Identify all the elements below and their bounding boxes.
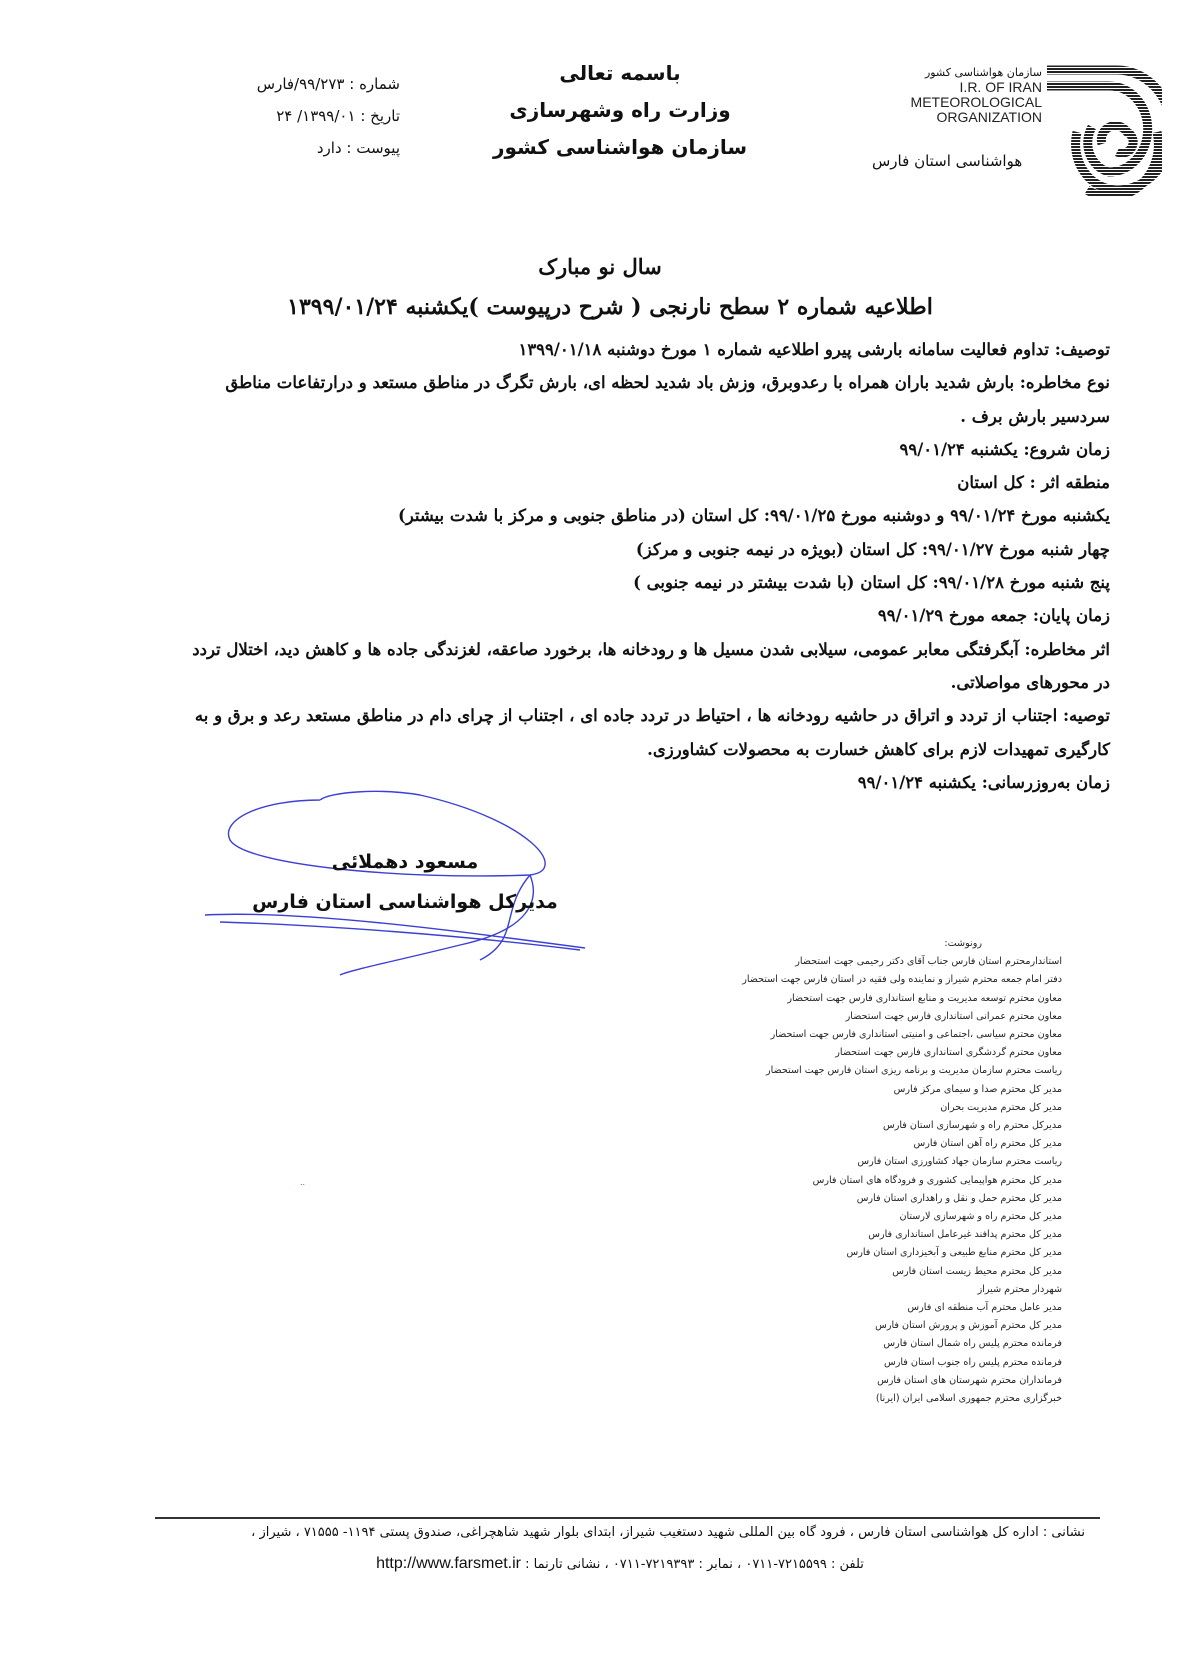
- logo-org-name-fa: سازمان هواشناسی کشور: [924, 66, 1042, 79]
- description: توصیف: تداوم فعالیت سامانه بارشی پیرو اطلاعیه شماره ۱ مورخ دوشنبه ۱۳۹۹/۰۱/۱۸: [518, 340, 1110, 359]
- cc-item: مدیر کل محترم هواپیمایی کشوری و فرودگاه های استان فارس: [812, 1174, 1062, 1186]
- signer-position: مدیرکل هواشناسی استان فارس: [252, 891, 558, 913]
- website-link[interactable]: http://www.farsmet.ir: [376, 1555, 521, 1572]
- forecast-day-1: یکشنبه مورخ ۹۹/۰۱/۲۴ و دوشنبه مورخ ۹۹/۰۱/۲۵: کل استان (در مناطق جنوبی و مرکز با شدت بیشتر): [397, 506, 1110, 526]
- cc-item: مدیر کل محترم راه آهن استان فارس: [913, 1138, 1062, 1150]
- announcement-title: اطلاعیه شماره ۲ سطح نارنجی ( شرح درپیوست )یکشنبه ۱۳۹۹/۰۱/۲۴: [287, 294, 933, 320]
- signer-name: مسعود دهملائی: [331, 851, 479, 873]
- signature-block: [230, 842, 580, 922]
- organization-name: سازمان هواشناسی کشور: [492, 135, 748, 159]
- cc-item: معاون محترم عمرانی استانداری فارس جهت استحضار: [845, 1010, 1062, 1022]
- cc-item: مدیر کل محترم پدافند غیرعامل استانداری فارس: [868, 1229, 1062, 1241]
- cc-item: مدیر کل محترم منابع طبیعی و آبخیزداری استان فارس: [846, 1247, 1062, 1259]
- cc-item: دفتر امام جمعه محترم شیراز و نماینده ولی فقیه در استان فارس جهت استحضار: [742, 974, 1062, 986]
- letterhead-center: [470, 55, 770, 166]
- cc-list: [700, 935, 1062, 1408]
- letter-date: تاریخ : ۱۳۹۹/۰۱/ ۲۴: [276, 107, 400, 125]
- cc-item: شهردار محترم شیراز: [977, 1283, 1062, 1295]
- footer-divider: [155, 1517, 1100, 1519]
- basmala-line: باسمه تعالی: [559, 61, 681, 85]
- letter-meta: [200, 68, 400, 164]
- footer-address: نشانی : اداره کل هواشناسی استان فارس ، فرود گاه بین المللی شهید دستغیب شیراز، ابتدای بلوار شهید شاهچراغی، صندوق پستی ۱۱۹۴- ۷۱۵۵۵ ، شیراز ،: [251, 1525, 1085, 1540]
- cc-item: مدیر عامل محترم آب منطقه ای فارس: [907, 1302, 1062, 1314]
- footer-phone-fax: تلفن : ۷۲۱۵۵۹۹-۰۷۱۱ ، نمابر : ۷۲۱۹۳۹۳-۰۷۱۱ ، نشانی تارنما :: [525, 1557, 864, 1572]
- end-time: زمان پایان: جمعه مورخ ۹۹/۰۱/۲۹: [877, 606, 1110, 626]
- hazard-effect: اثر مخاطره: آبگرفتگی معابر عمومی، سیلابی شدن مسیل ها و رودخانه ها، برخورد صاعقه، لغزندگی جاده ها و کاهش دید، اختلال تردد در محورهای مواصلاتی.: [192, 639, 1110, 692]
- meteorological-spiral-logo-icon: [1047, 62, 1162, 197]
- cc-item: فرمانده محترم پلیس راه شمال استان فارس: [883, 1338, 1062, 1350]
- cc-item: معاون محترم گردشگری استانداری فارس جهت استحضار: [835, 1047, 1062, 1059]
- logo-org-name-en: I.R. OF IRAN METEOROLOGICAL ORGANIZATION: [910, 79, 1042, 125]
- greeting: سال نو مبارک: [538, 254, 662, 279]
- cc-item: مدیر کل محترم محیط زیست استان فارس: [892, 1265, 1062, 1277]
- branch-name: هواشناسی استان فارس: [872, 152, 1023, 170]
- cc-item: معاون محترم سیاسی ،اجتماعی و امنیتی استانداری فارس جهت استحضار: [770, 1029, 1062, 1041]
- organization-logo: [910, 62, 1162, 202]
- cc-item: مدیر کل محترم صدا و سیمای مرکز فارس: [893, 1083, 1062, 1095]
- update-time: زمان به‌روزرسانی: یکشنبه ۹۹/۰۱/۲۴: [857, 772, 1110, 792]
- forecast-day-3: پنج شنبه مورخ ۹۹/۰۱/۲۸: کل استان (با شدت بیشتر در نیمه جنوبی ): [633, 573, 1110, 593]
- letter-attachment: پیوست : دارد: [316, 139, 400, 157]
- hazard-type: نوع مخاطره: بارش شدید باران همراه با رعدوبرق، وزش باد شدید لحظه ای، بارش تگرگ در مناطق مستعد و درارتفاعات مناطق سردسیر بارش برف .: [225, 373, 1110, 426]
- recommendation: توصیه: اجتناب از تردد و اتراق در حاشیه رودخانه ها ، احتیاط در تردد جاده ای ، اجتناب از چرای دام در مناطق مستعد رعد و برق و به کارگیری تمهیدات لازم برای کاهش خسارت به محصولات کشاورزی.: [194, 706, 1110, 759]
- cc-item: فرمانداران محترم شهرستان های استان فارس: [877, 1374, 1062, 1386]
- forecast-day-2: چهار شنبه مورخ ۹۹/۰۱/۲۷: کل استان (بویژه در نیمه جنوبی و مرکز): [635, 539, 1110, 559]
- cc-item: ریاست محترم سازمان جهاد کشاورزی استان فارس: [857, 1156, 1062, 1168]
- cc-item: مدیر کل محترم آموزش و پرورش استان فارس: [875, 1320, 1062, 1332]
- cc-item: استاندارمحترم استان فارس جناب آقای دکتر رحیمی جهت استحضار: [795, 956, 1062, 968]
- cc-label: رونوشت:: [944, 938, 982, 949]
- cc-item: ریاست محترم سازمان مدیریت و برنامه ریزی استان فارس جهت استحضار: [765, 1065, 1062, 1077]
- cc-item: فرمانده محترم پلیس راه جنوب استان فارس: [884, 1356, 1062, 1368]
- announcement-body: [180, 333, 1110, 799]
- stray-mark: ..: [300, 1178, 306, 1187]
- start-time: زمان شروع: یکشنبه ۹۹/۰۱/۲۴: [899, 439, 1110, 459]
- footer-contact: [300, 1555, 940, 1573]
- affected-area: منطقه اثر : کل استان: [957, 473, 1110, 493]
- letter-number: شماره : ۹۹/۲۷۳/فارس: [256, 75, 400, 93]
- cc-item: مدیر کل محترم حمل و نقل و راهداری استان فارس: [856, 1192, 1062, 1204]
- cc-item: معاون محترم توسعه مدیریت و منابع استانداری فارس جهت استحضار: [787, 992, 1062, 1004]
- ministry-name: وزارت راه وشهرسازی: [509, 98, 731, 122]
- cc-item: خبرگزاری محترم جمهوری اسلامی ایران (ایرنا): [875, 1393, 1062, 1405]
- cc-item: مدیر کل محترم راه و شهرسازی لارستان: [899, 1211, 1062, 1223]
- cc-item: مدیرکل محترم راه و شهرسازی استان فارس: [883, 1120, 1062, 1132]
- cc-item: مدیر کل محترم مدیریت بحران: [940, 1101, 1062, 1113]
